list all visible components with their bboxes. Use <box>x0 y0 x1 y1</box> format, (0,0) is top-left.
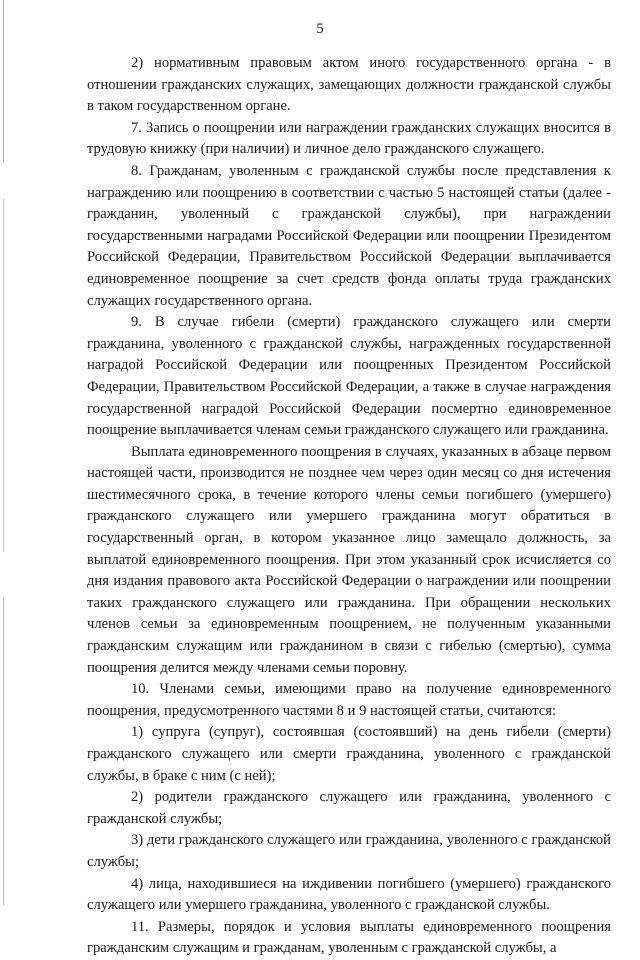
paragraph-10-item-3: 3) дети гражданского служащего или гражданина, уволенного с гражданской службы; <box>87 832 611 870</box>
document-body <box>87 53 611 960</box>
paragraph-11: 11. Размеры, порядок и условия выплаты единовременного поощрения гражданским служащим и гражданам, уволенным с гражданской службы, а <box>87 918 611 957</box>
paragraph-7: 7. Запись о поощрении или награждении гражданских служащих вносится в трудовую книжку (при наличии) и личное дело гражданского служащего. <box>87 119 611 158</box>
paragraph-10-item-1: 1) супруга (супруг), состоявшая (состоявший) на день гибели (смерти) гражданского служащего или смерти гражданина, уволенного с гражданской службы, в браке с ним (с ней); <box>87 724 611 784</box>
scan-edge-line <box>3 0 4 905</box>
paragraph-9-payment: Выплата единовременного поощрения в случаях, указанных в абзаце первом настоящей части, производится не позднее чем через один месяц со дня истечения шестимесячного срока, в течение которого члены семьи погибшего (умершего) гражданского служащего или умершего гражданина могут обратиться в государственный орган, в котором указанное лицо замещало должность, за выплатой единовременного поощрения. При этом указанный срок исчисляется со дня издания правового акта Российской Федерации о награждении или поощрении таких гражданского служащего или гражданина. При обращении нескольких членов семьи за единовременным поощрением, не полученным указанными гражданским служащим или гражданином в связи с гибелью (смертью), сумма поощрения делится между членами семьи поровну. <box>87 443 611 676</box>
page-number: 5 <box>316 21 324 37</box>
paragraph-10-item-4: 4) лица, находившиеся на иждивении погибшего (умершего) гражданского служащего или умершего гражданина, уволенного с гражданской службы. <box>87 875 611 914</box>
paragraph-10-item-2: 2) родители гражданского служащего или гражданина, уволенного с гражданской службы; <box>87 789 611 827</box>
paragraph-9: 9. В случае гибели (смерти) гражданского служащего или смерти гражданина, уволенного с гражданской службы, награжденных государственной наградой Российской Федерации или поощренных Президентом Российской Федерации, Правительством Российской Федерации, а также в случае награждения государственной наградой Российской Федерации посмертно единовременное поощрение выплачивается членам семьи гражданского служащего или гражданина. <box>87 314 611 439</box>
paragraph-10: 10. Членами семьи, имеющими право на получение единовременного поощрения, предусмотренного частями 8 и 9 настоящей статьи, считаются: <box>87 681 611 719</box>
paragraph-6-2: 2) нормативным правовым актом иного государственного органа - в отношении гражданских служащих, замещающих должности гражданской службы в таком государственном органе. <box>87 55 611 115</box>
paragraph-8: 8. Гражданам, уволенным с гражданской службы после представления к награждению или поощрению в соответствии с частью 5 настоящей статьи (далее - гражданин, уволенный с гражданской службы), при награждении государственными наградами Российской Федерации или поощрении Президентом Российской Федерации, Правительством Российской Федерации выплачивается единовременное поощрение за счет средств фонда оплаты труда гражданских служащих государственного органа. <box>87 162 611 309</box>
